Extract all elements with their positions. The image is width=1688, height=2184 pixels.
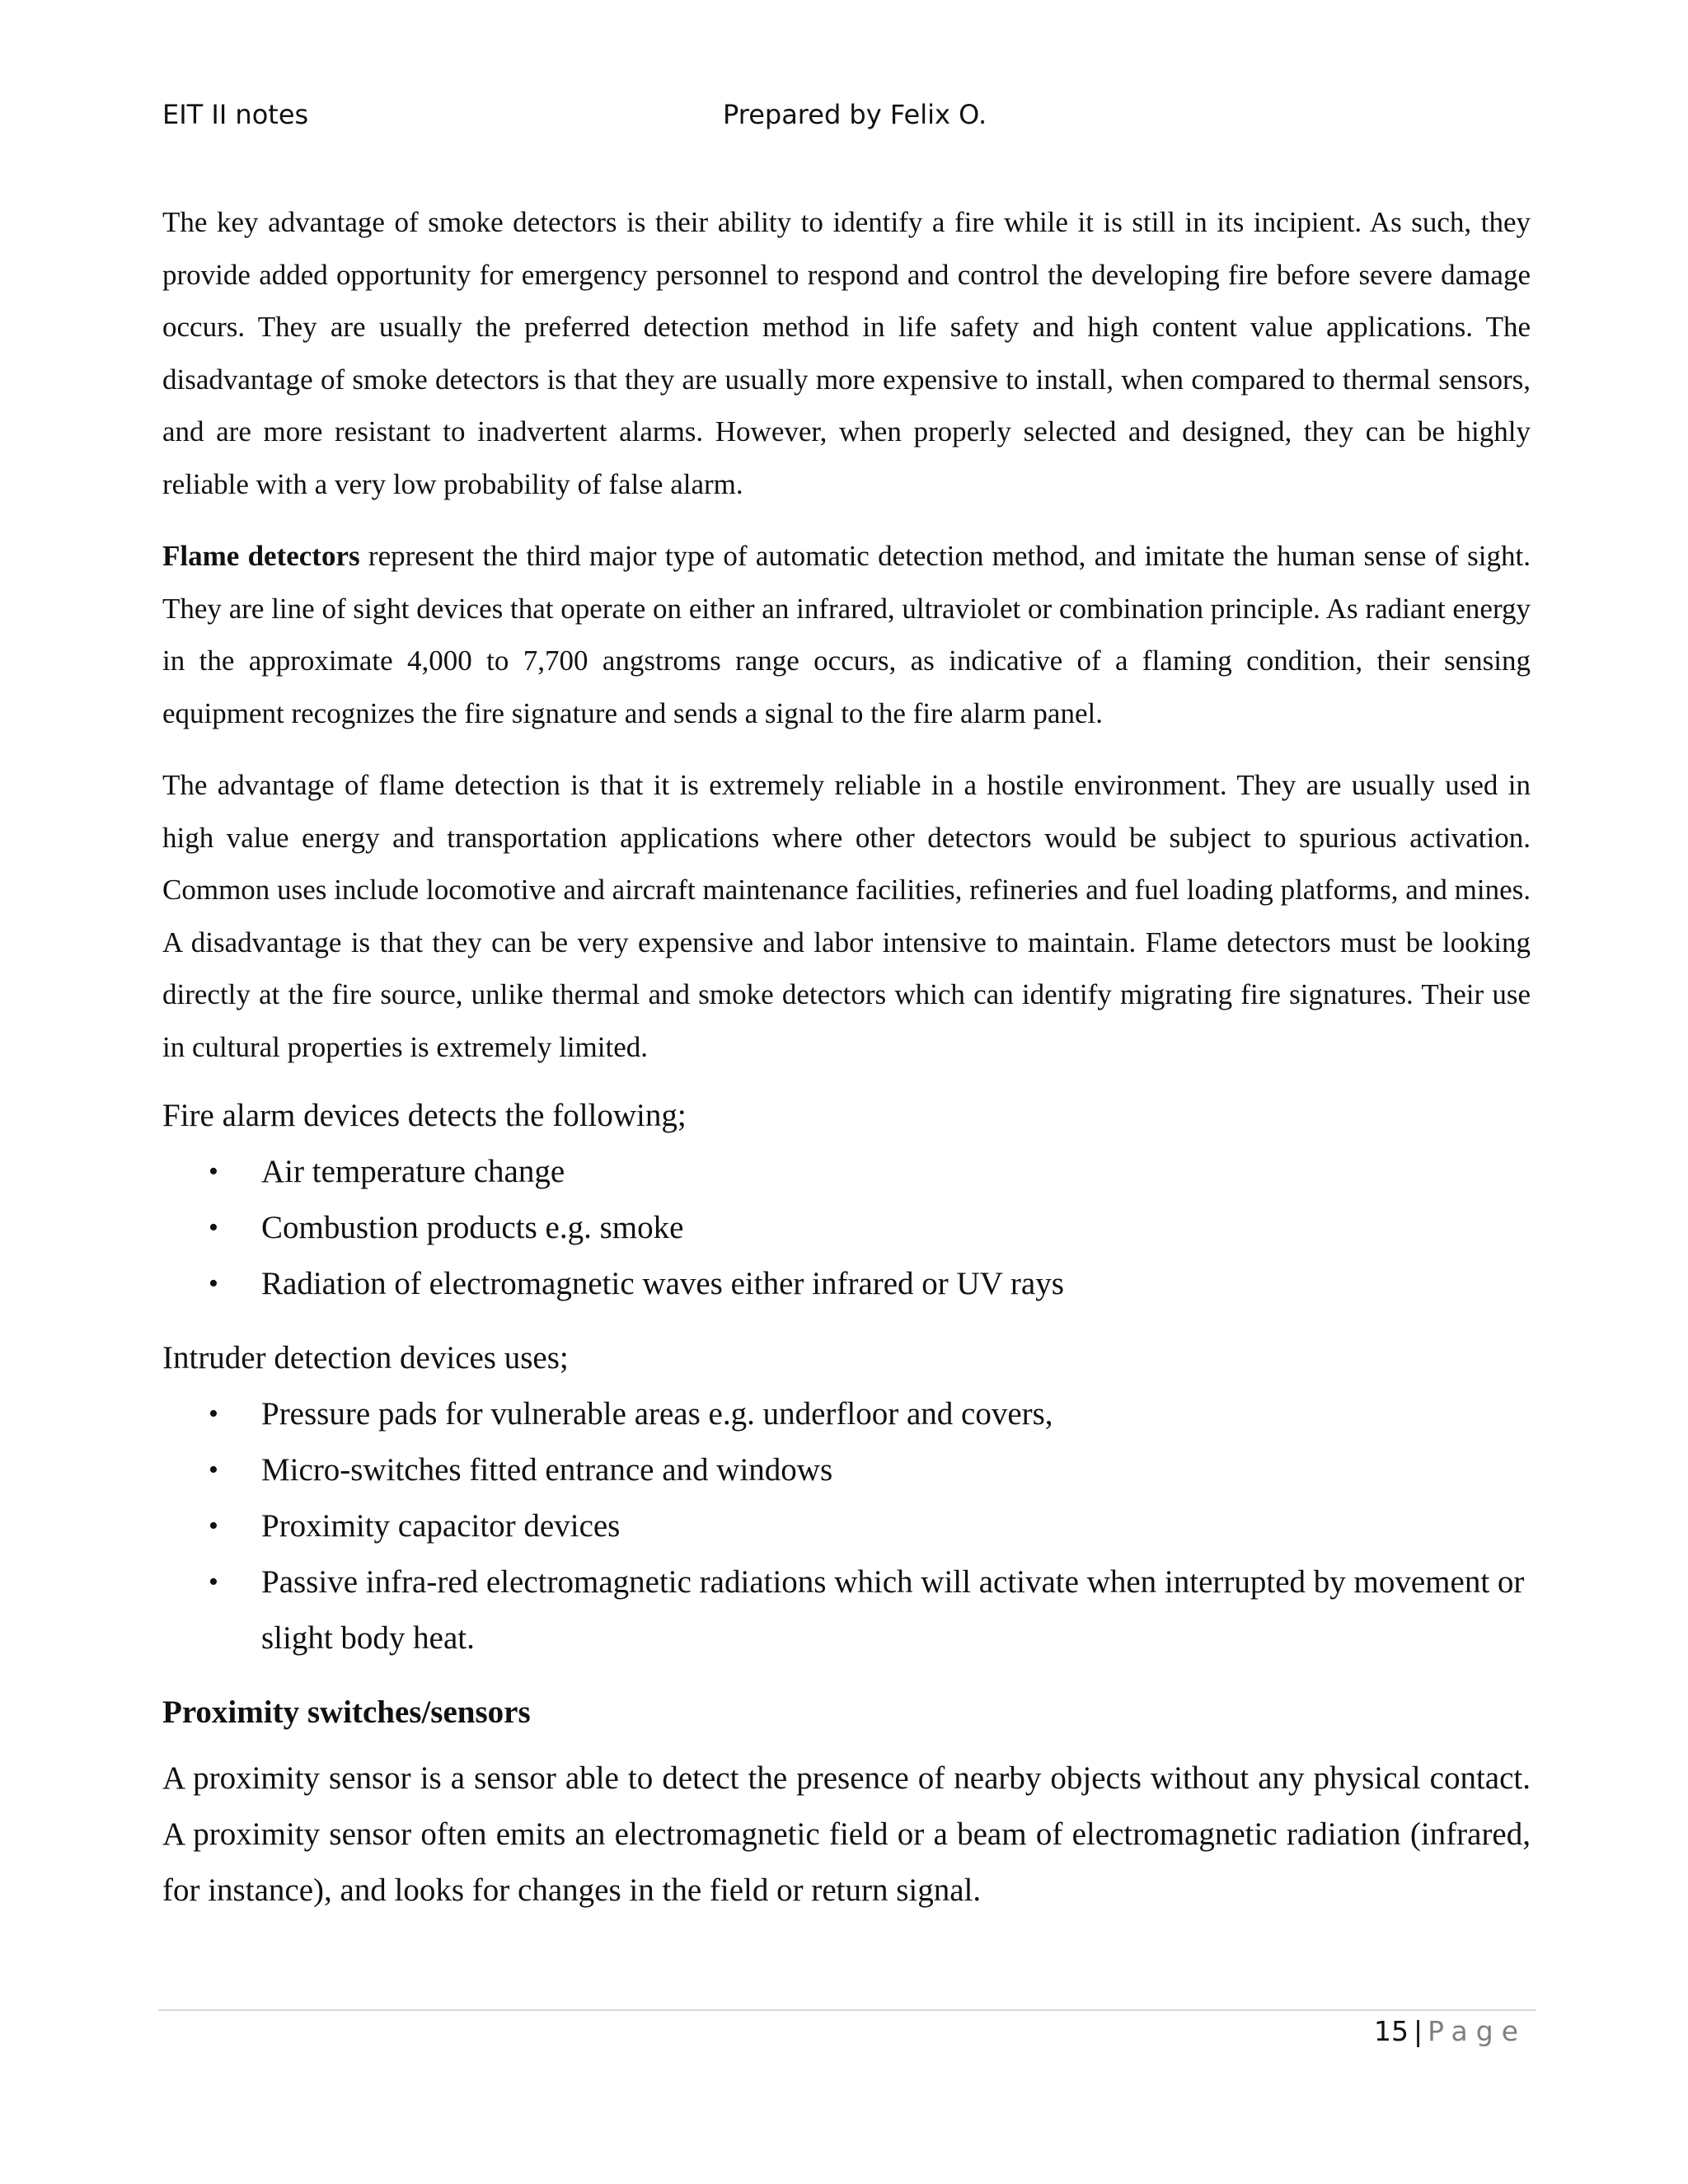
bullet-icon: • xyxy=(209,1567,218,1597)
header-author: Prepared by Felix O. xyxy=(723,99,987,130)
paragraph-text: The key advantage of smoke detectors is their ability to identify a fire while it is still in its incipient. As such, they provide added opportunity for emergency personnel to respond and control the developing fire before severe damage occurs. They are usually the preferred detection method in life safety and high content value applications. The disadvantage of smoke detectors is that they are usually more expensive to install, when compared to thermal sensors, and are more resistant to inadvertent alarms. However, when properly selected and designed, they can be highly reliable with a very low probability of false alarm. xyxy=(162,206,1531,500)
paragraph-text: The advantage of flame detection is that it is extremely reliable in a hostile environment. They are usually used in high value energy and transportation applications where other detectors would be subject to spurious activation. Common uses include locomotive and aircraft maintenance facilities, refineries and fuel loading platforms, and mines. A disadvantage is that they can be very expensive and labor intensive to maintain. Flame detectors must be looking directly at the fire source, unlike thermal and smoke detectors which can identify migrating fire signatures. Their use in cultural properties is extremely limited. xyxy=(162,769,1531,1063)
list-item-text: Pressure pads for vulnerable areas e.g. underfloor and covers, xyxy=(261,1396,1053,1432)
header-course-title: EIT II notes xyxy=(162,99,309,130)
paragraph-smoke-detectors xyxy=(162,196,1531,510)
intruder-lead: Intruder detection devices uses; xyxy=(162,1340,569,1376)
list-item-text: Passive infra-red electromagnetic radiations which will activate when interrupted by movement or slight body heat. xyxy=(261,1564,1525,1656)
fire-alarm-list xyxy=(162,1144,1531,1312)
paragraph-proximity: A proximity sensor is a sensor able to detect the presence of nearby objects without any physical contact. A proximity sensor often emits an electromagnetic field or a beam of electromagnetic radiation (infrared, for instance), and looks for changes in the field or return signal. xyxy=(162,1760,1531,1908)
footer-divider xyxy=(158,2009,1536,2011)
list-item-text: Micro-switches fitted entrance and windows xyxy=(261,1452,833,1488)
bullet-icon: • xyxy=(209,1268,218,1299)
bullet-icon: • xyxy=(209,1399,218,1429)
list-item xyxy=(162,1144,1531,1200)
section-heading-proximity: Proximity switches/sensors xyxy=(162,1694,531,1730)
list-item xyxy=(162,1256,1531,1312)
page-label: Page xyxy=(1428,2015,1526,2047)
footer-separator: | xyxy=(1413,2015,1423,2047)
document-body xyxy=(162,196,1531,1919)
list-item-text: Proximity capacitor devices xyxy=(261,1508,621,1544)
page-header xyxy=(162,99,1531,140)
list-item xyxy=(162,1442,1531,1498)
paragraph-text: represent the third major type of automatic detection method, and imitate the human sense of sight. They are line of sight devices that operate on either an infrared, ultraviolet or combination principle. As radiant energy in the approximate 4,000 to 7,700 angstroms range occurs, as indicative of a flaming condition, their sensing equipment recognizes the fire signature and sends a signal to the fire alarm panel. xyxy=(162,540,1531,729)
list-item xyxy=(162,1498,1531,1554)
list-item xyxy=(162,1200,1531,1256)
paragraph-bold-term: Flame detectors xyxy=(162,540,360,572)
list-item-text: Air temperature change xyxy=(261,1154,565,1189)
list-item xyxy=(162,1554,1531,1666)
list-item-text: Combustion products e.g. smoke xyxy=(261,1210,684,1245)
page-footer xyxy=(1374,2015,1526,2047)
bullet-icon: • xyxy=(209,1511,218,1541)
intruder-list xyxy=(162,1386,1531,1666)
paragraph-flame-detectors xyxy=(162,530,1531,739)
fire-alarm-lead: Fire alarm devices detects the following; xyxy=(162,1098,687,1133)
bullet-icon: • xyxy=(209,1156,218,1187)
bullet-icon: • xyxy=(209,1455,218,1485)
list-item-text: Radiation of electromagnetic waves either infrared or UV rays xyxy=(261,1266,1064,1301)
bullet-icon: • xyxy=(209,1212,218,1243)
page-number: 15 xyxy=(1373,2015,1409,2047)
list-item xyxy=(162,1386,1531,1442)
paragraph-flame-advantage xyxy=(162,759,1531,1073)
